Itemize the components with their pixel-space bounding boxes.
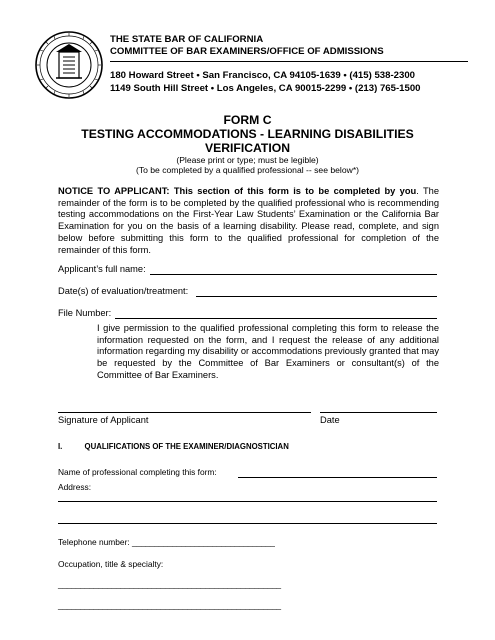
signature-label: Signature of Applicant (58, 415, 149, 425)
date-field[interactable] (320, 412, 437, 413)
evaluation-dates-field[interactable] (196, 296, 437, 297)
occupation-label: Occupation, title & specialty: (58, 559, 164, 569)
complete-instruction: (To be completed by a qualified professional -- see below*) (135, 165, 360, 175)
sf-address: 180 Howard Street • San Francisco, CA 94105-1639 • (415) 538-2300 (110, 70, 415, 81)
professional-name-label: Name of professional completing this form: (58, 467, 217, 477)
applicant-name-label: Applicant’s full name: (58, 264, 146, 274)
state-bar-seal-icon (34, 30, 104, 100)
file-number-field[interactable] (115, 318, 437, 319)
professional-name-field[interactable] (238, 477, 437, 478)
telephone-blank: ________________________________ (132, 537, 275, 547)
form-title-line1: TESTING ACCOMMODATIONS - LEARNING DISABILITIES (81, 127, 414, 141)
header-rule (110, 61, 468, 62)
permission-statement: I give permission to the qualified professional completing this form to release the information requested on the form, and I request the release of any additional information regarding my disability or accommodations previously granted that may be requested by the Committee of Bar Examiners or consultant(s) of the Committee of Bar Examiners. (97, 323, 439, 380)
form-title-line2: VERIFICATION (204, 141, 291, 155)
occupation-blank-1[interactable]: __________________________________________________ (58, 579, 281, 589)
org-name: THE STATE BAR OF CALIFORNIA (110, 34, 264, 45)
la-address: 1149 South Hill Street • Los Angeles, CA 90015-2299 • (213) 765-1500 (110, 83, 421, 94)
notice-to-applicant (58, 186, 439, 256)
address-field-line1[interactable] (58, 501, 437, 502)
address-label: Address: (58, 482, 92, 492)
address-field-line2[interactable] (58, 523, 437, 524)
section-number: I. (58, 442, 63, 451)
applicant-name-field[interactable] (150, 274, 437, 275)
evaluation-dates-label: Date(s) of evaluation/treatment: (58, 286, 189, 296)
telephone-field[interactable] (58, 537, 275, 548)
notice-bold: : This section of this form is to be completed by you (166, 186, 417, 196)
section-heading (58, 442, 289, 451)
file-number-label: File Number: (58, 308, 112, 318)
date-label: Date (320, 415, 340, 425)
dept-name: COMMITTEE OF BAR EXAMINERS/OFFICE OF ADMISSIONS (110, 46, 384, 57)
occupation-blank-2[interactable]: __________________________________________________ (58, 600, 281, 610)
section-title: QUALIFICATIONS OF THE EXAMINER/DIAGNOSTICIAN (84, 442, 289, 451)
notice-lead: NOTICE TO APPLICANT (58, 186, 167, 196)
form-id: FORM C (223, 113, 272, 127)
telephone-label: Telephone number: (58, 537, 130, 547)
state-bar-seal (34, 30, 104, 100)
print-instruction: (Please print or type; must be legible) (176, 155, 319, 165)
notice-body: . The remainder of the form is to be completed by the qualified professional who is recommending testing accommodations on the First-Year Law Students’ Examination or the California Bar Examination for you on the basis of a learning disability. Please read, complete, and sign below before submitting this form to the qualified professional for completion of the remainder of this form. (58, 186, 439, 255)
signature-field[interactable] (58, 412, 311, 413)
